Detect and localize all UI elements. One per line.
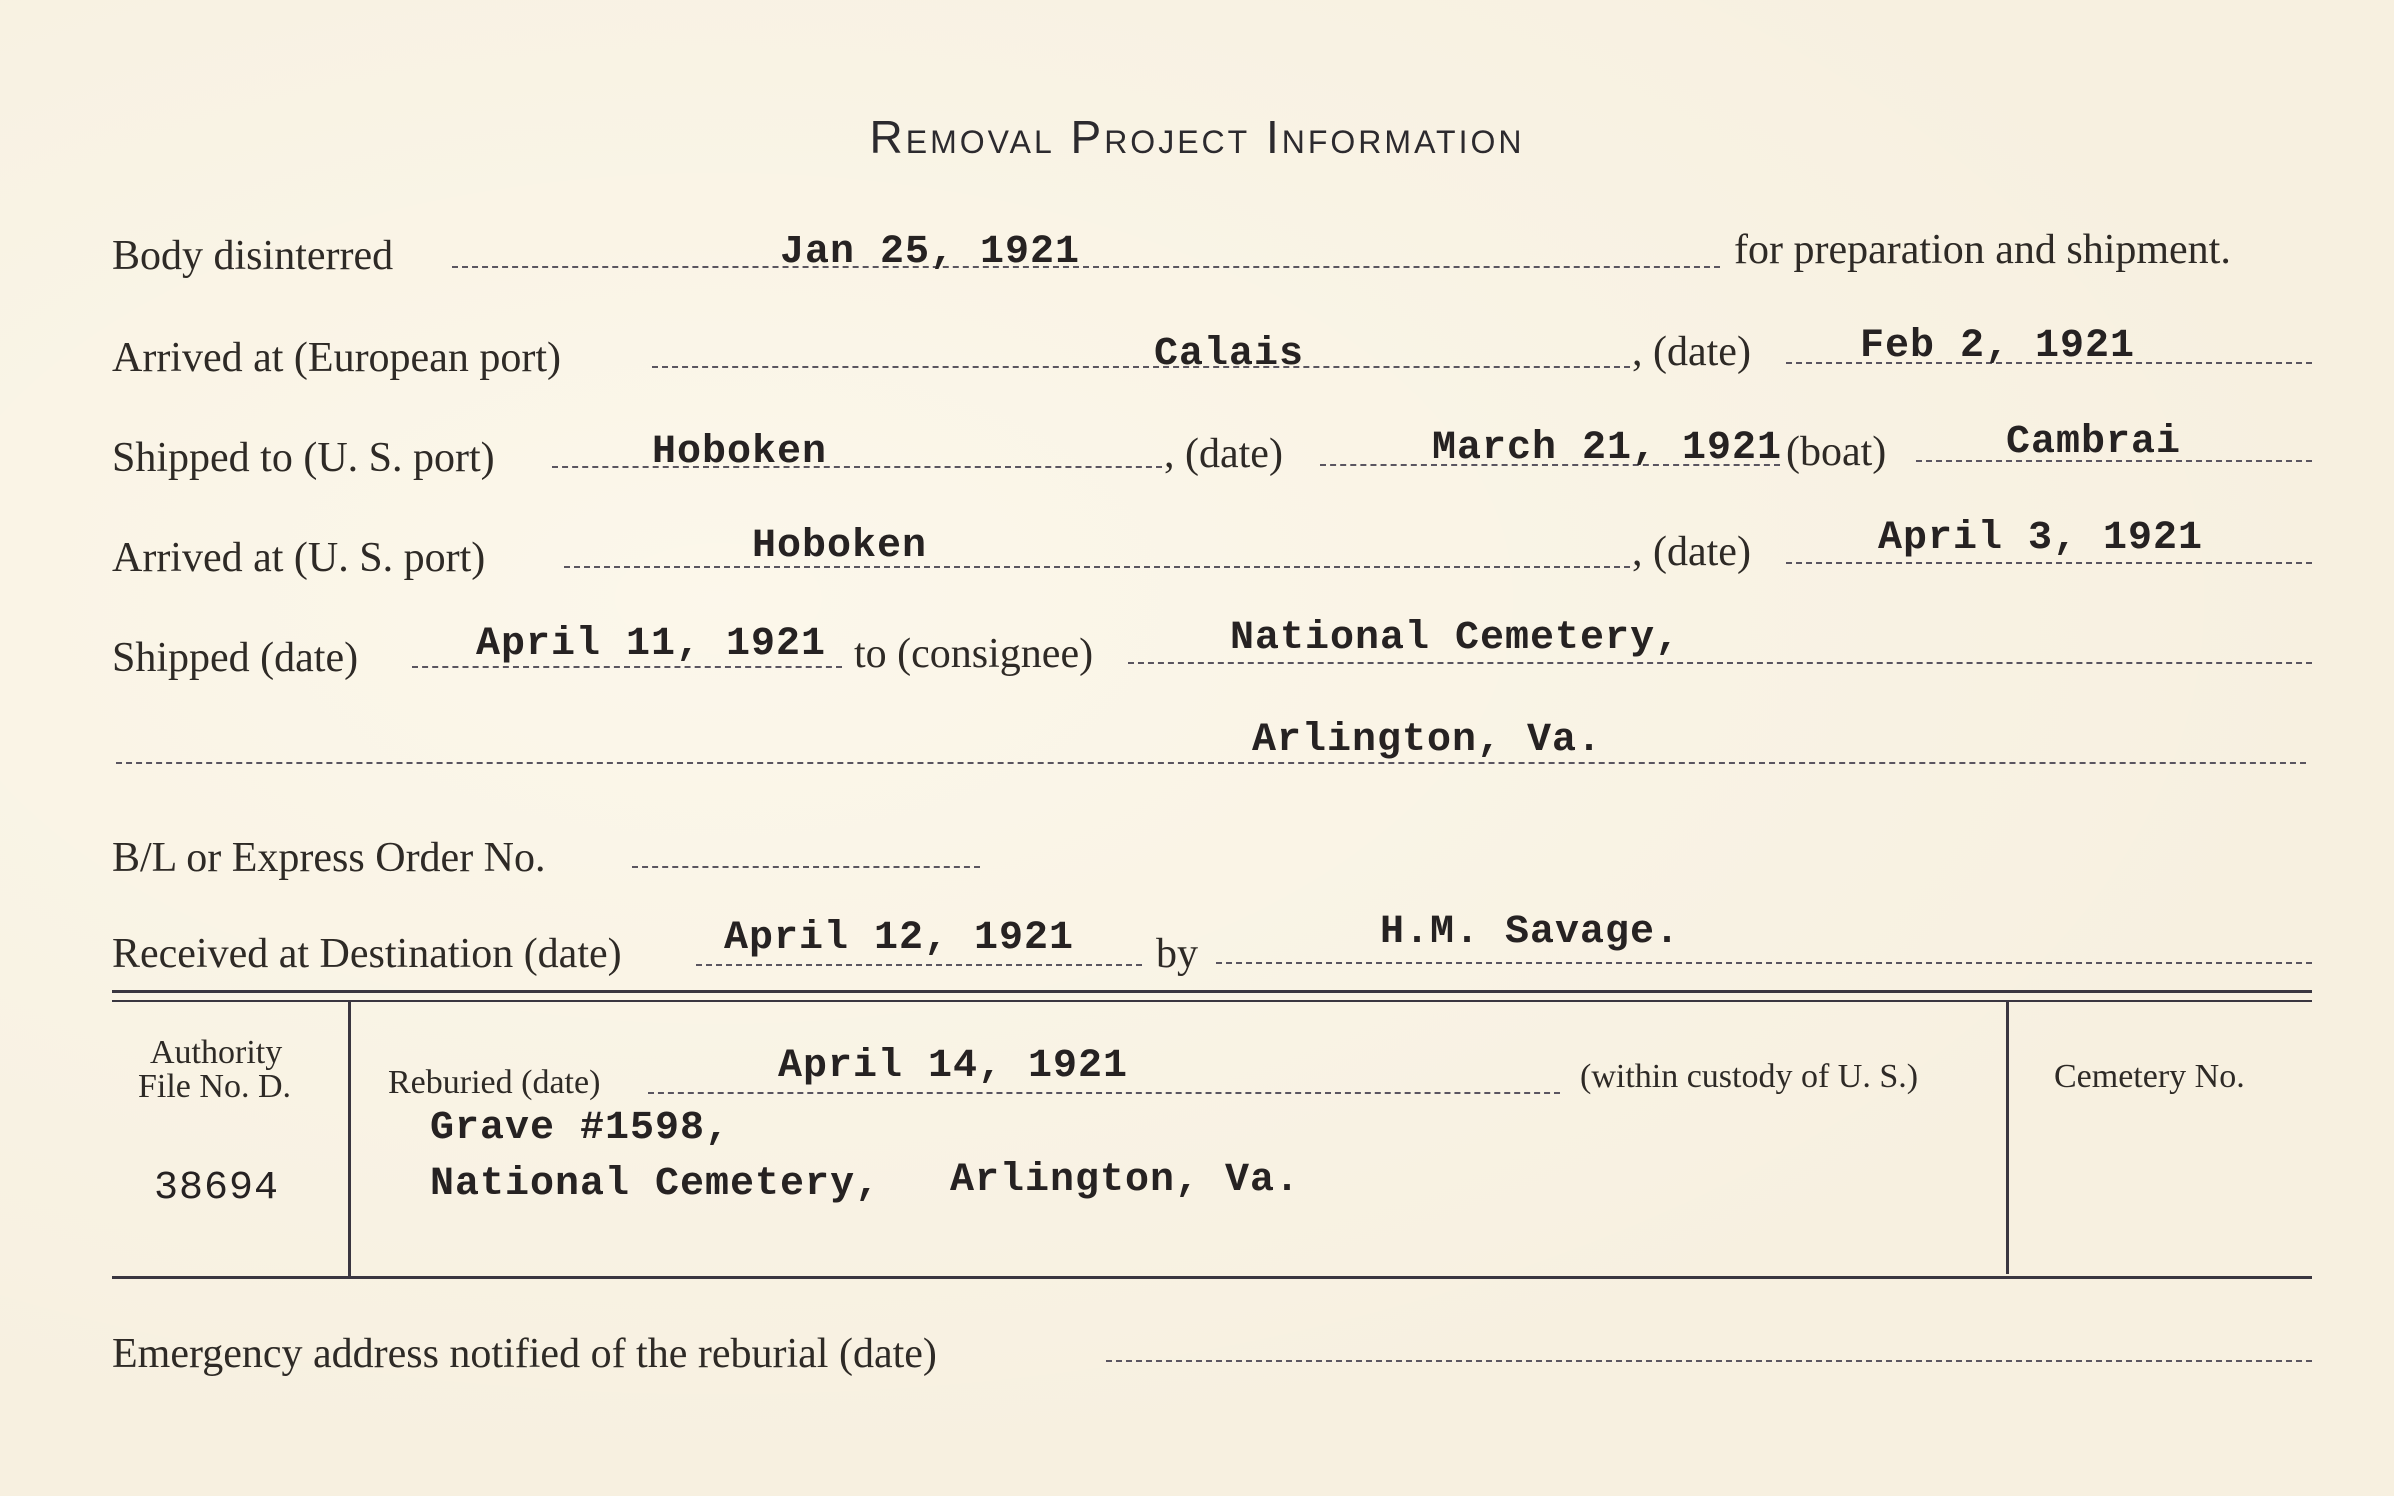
box-divider-right (2006, 1002, 2009, 1274)
arrived-us-date-line (1786, 562, 2312, 564)
box-bottom-rule (112, 1276, 2312, 1279)
shipped-us-port-line (552, 466, 1162, 468)
shipped-us-label: Shipped to (U. S. port) (112, 435, 495, 481)
emergency-label: Emergency address notified of the reburial (date) (112, 1331, 937, 1377)
disinterred-value: Jan 25, 1921 (780, 230, 1081, 275)
grave-line-1: Grave #1598, (430, 1106, 731, 1151)
arrived-us-port-line (564, 566, 1630, 568)
disinterred-suffix: for preparation and shipment. (1734, 227, 2231, 273)
arrived-european-date-label: , (date) (1632, 329, 1751, 375)
reburied-line (648, 1092, 1560, 1094)
arrived-us-port: Hoboken (752, 524, 928, 569)
bl-line (632, 866, 980, 868)
shipped-us-date: March 21, 1921 (1432, 426, 1783, 471)
arrived-us-date: April 3, 1921 (1878, 516, 2204, 561)
arrived-us-date-label: , (date) (1632, 529, 1751, 575)
consignee-line-2 (116, 762, 2306, 764)
reburied-date: April 14, 1921 (778, 1044, 1129, 1089)
box-divider-left (348, 1002, 351, 1278)
received-date-line (696, 964, 1142, 966)
received-by-label: by (1156, 931, 1198, 977)
shipped-us-boat: Cambrai (2006, 420, 2182, 465)
consignee-line1: National Cemetery, (1230, 616, 1681, 661)
arrived-european-label: Arrived at (European port) (112, 335, 561, 381)
box-top-rule-1 (112, 990, 2312, 993)
arrived-european-port-line (652, 366, 1630, 368)
received-by-line (1216, 962, 2312, 964)
received-date: April 12, 1921 (724, 916, 1075, 961)
consignee-line-1 (1128, 662, 2312, 664)
arrived-european-date: Feb 2, 1921 (1860, 324, 2136, 369)
box-top-rule-2 (112, 1000, 2312, 1002)
shipped-us-date-label: , (date) (1164, 431, 1283, 477)
cemetery-no-label: Cemetery No. (2054, 1058, 2245, 1095)
custody-label: (within custody of U. S.) (1580, 1058, 1919, 1095)
file-no-value: 38694 (154, 1166, 280, 1211)
authority-label: Authority (150, 1034, 283, 1071)
shipped-label: Shipped (date) (112, 635, 359, 681)
emergency-line (1106, 1360, 2312, 1362)
card-title: Removal Project Information (869, 111, 1525, 163)
shipped-date: April 11, 1921 (476, 622, 827, 667)
shipped-us-boat-label: (boat) (1786, 429, 1887, 475)
grave-line-3: Arlington, Va. (950, 1158, 1301, 1203)
received-by: H.M. Savage. (1380, 910, 1681, 955)
reburied-label: Reburied (date) (388, 1064, 601, 1101)
arrived-european-port: Calais (1154, 332, 1305, 377)
received-label: Received at Destination (date) (112, 931, 622, 977)
bl-label: B/L or Express Order No. (112, 835, 546, 881)
disinterred-line (452, 266, 1720, 268)
disinterred-label: Body disinterred (112, 233, 394, 279)
arrived-us-label: Arrived at (U. S. port) (112, 535, 486, 581)
consignee-label: to (consignee) (854, 631, 1094, 677)
consignee-line2: Arlington, Va. (1252, 718, 1603, 763)
file-no-label: File No. D. (138, 1068, 291, 1105)
shipped-us-port: Hoboken (652, 430, 828, 475)
grave-line-2: National Cemetery, (430, 1162, 881, 1207)
